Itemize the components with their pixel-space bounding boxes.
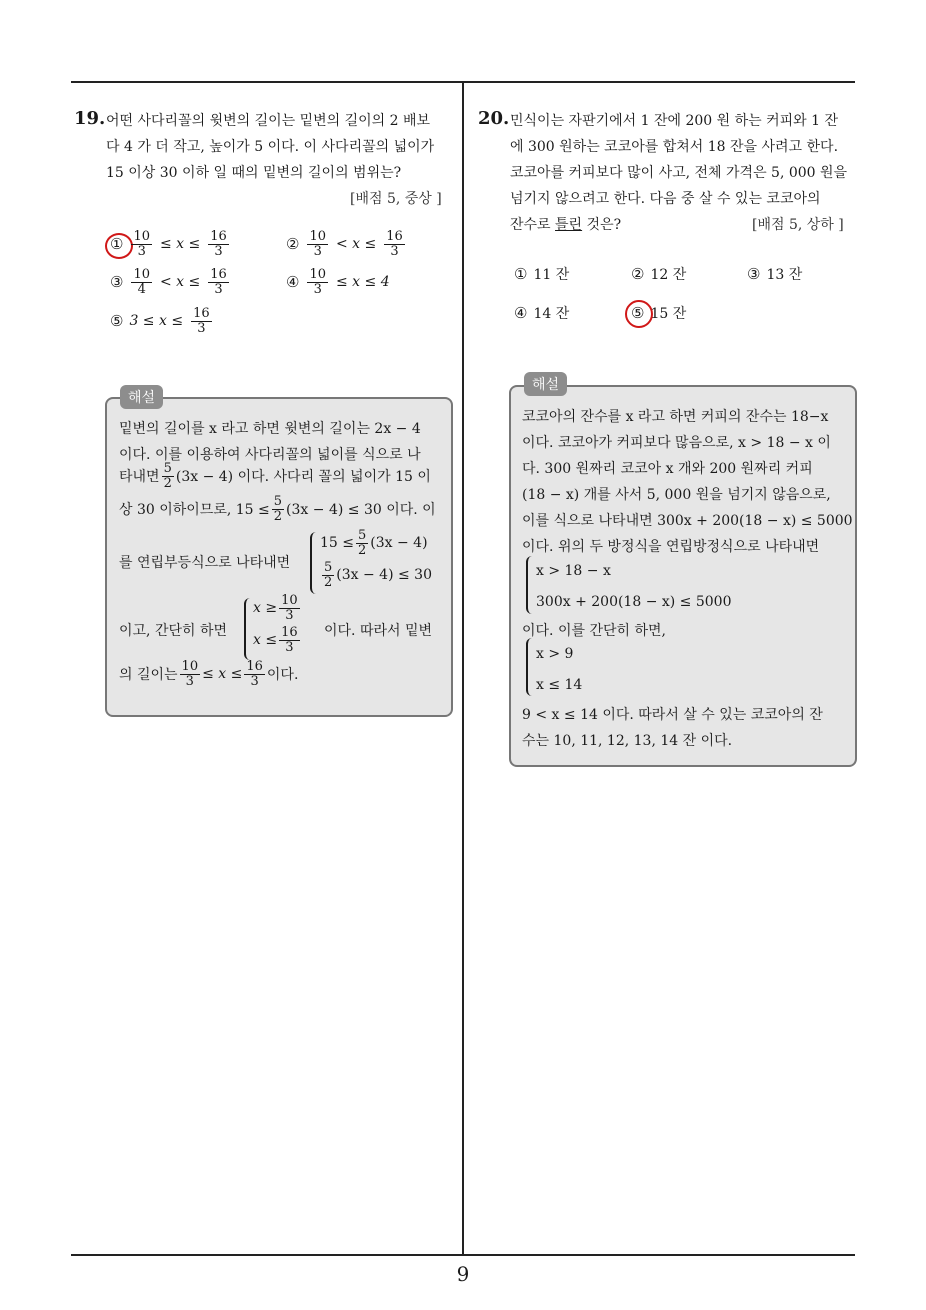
choice-number: ③ (747, 265, 761, 283)
question-20-number: 20. (478, 108, 510, 129)
solution-line: 이다. 이를 이용하여 사다리꼴의 넓이를 식으로 나 (119, 447, 421, 463)
system-brace (526, 638, 534, 696)
q19-choice-3[interactable] (110, 268, 231, 296)
choice-math: < x ≤ (336, 236, 377, 253)
choice-number: ② (286, 235, 300, 254)
q19-choice-1[interactable] (110, 230, 231, 258)
page-number: 9 (456, 1262, 470, 1286)
question-19-text-line: 다 4 가 더 작고, 높이가 5 이다. 이 사다리꼴의 넓이가 (106, 139, 435, 155)
system-row: $\frac{5}{2}$ (3x − 4) ≤ 30 (324, 560, 432, 590)
solution-line: (18 − x) 개를 사서 5, 000 원을 넘기지 않음으로, (522, 487, 831, 503)
choice-text: 12 잔 (650, 267, 687, 283)
choice-math: ≤ x ≤ 4 (336, 274, 390, 291)
choice-number: ④ (286, 273, 300, 292)
solution-line: 다. 300 원짜리 코코아 x 개와 200 원짜리 커피 (522, 461, 813, 477)
solution-line: 코코아의 잔수를 x 라고 하면 커피의 잔수는 18−x (522, 409, 829, 425)
q20-choice-5[interactable] (631, 303, 686, 323)
q19-choice-5[interactable] (110, 307, 214, 335)
choice-math: < x ≤ (160, 274, 201, 291)
system-row: 15 ≤ $\frac{5}{2}$ (3x − 4) (320, 528, 428, 558)
system-row: x ≤ 14 (536, 677, 583, 693)
q19-choice-2[interactable] (286, 230, 407, 258)
q20-choice-2[interactable] (631, 264, 686, 284)
fraction: $\frac{16}{3}$ (386, 229, 403, 259)
solution-line: 를 연립부등식으로 나타내면 (119, 555, 291, 571)
q20-choice-3[interactable] (747, 264, 802, 284)
solution-line: 상 30 이하이므로, 15 ≤ $\frac{5}{2}$ (3x − 4) ≤ 30 이다. 이 (119, 494, 436, 524)
system-brace (310, 532, 318, 594)
choice-text: 15 잔 (650, 306, 687, 322)
system-row: 300x + 200(18 − x) ≤ 5000 (536, 594, 732, 610)
fraction: $\frac{5}{2}$ (273, 494, 283, 524)
fraction: $\frac{5}{2}$ (358, 528, 367, 558)
question-19-number: 19. (74, 108, 106, 129)
fraction: $\frac{10}{3}$ (309, 229, 326, 259)
choice-number: ① (110, 235, 124, 254)
system-row: x ≤ $\frac{16}{3}$ (253, 625, 298, 655)
solution-line: 이를 식으로 나타내면 300x + 200(18 − x) ≤ 5000 (522, 513, 853, 529)
system-row: x ≥ $\frac{10}{3}$ (253, 593, 298, 623)
fraction: $\frac{10}{4}$ (133, 267, 150, 297)
solution-line: 수는 10, 11, 12, 13, 14 잔 이다. (522, 733, 733, 749)
question-20-text-line: 코코아를 커피보다 많이 사고, 전체 가격은 5, 000 원을 (510, 165, 848, 181)
underlined-word: 틀린 (555, 217, 583, 233)
solution-line: 이다. 코코아가 커피보다 많음으로, x > 18 − x 이 (522, 435, 831, 451)
choice-math: 3 ≤ x ≤ (129, 313, 184, 330)
choice-math: ≤ x ≤ (160, 236, 201, 253)
solution-line: 이다. 따라서 밑변 (324, 623, 433, 639)
column-divider (462, 82, 464, 1256)
fraction: $\frac{10}{3}$ (133, 229, 150, 259)
fraction: $\frac{10}{3}$ (181, 659, 199, 689)
choice-number: ③ (110, 273, 124, 292)
solution-line: 의 길이는 $\frac{10}{3}$ ≤ x ≤ $\frac{16}{3}$ 이다. (119, 659, 299, 689)
fraction: $\frac{5}{2}$ (324, 560, 333, 590)
question-19-text-line: 어떤 사다리꼴의 윗변의 길이는 밑변의 길이의 2 배보 (106, 113, 431, 129)
solution-line: 밑변의 길이를 x 라고 하면 윗변의 길이는 2x − 4 (119, 421, 421, 437)
question-19-points: [배점 5, 중상 ] (350, 191, 442, 207)
question-20-text-line: 넘기지 않으려고 한다. 다음 중 살 수 있는 코코아의 (510, 191, 821, 207)
question-20-points: [배점 5, 상하 ] (752, 217, 844, 233)
q20-choice-4[interactable] (514, 303, 569, 323)
fraction: $\frac{16}{3}$ (246, 659, 263, 689)
choice-number: ② (631, 265, 645, 283)
fraction: $\frac{16}{3}$ (210, 267, 227, 297)
fraction: $\frac{16}{3}$ (193, 306, 210, 336)
choice-text: 13 잔 (766, 267, 803, 283)
q20-solution-tag: 해설 (524, 372, 567, 396)
system-row: x > 9 (536, 646, 574, 662)
solution-line: 타내면 $\frac{5}{2}$ (3x − 4) 이다. 사다리 꼴의 넓이가 15 이 (119, 461, 431, 491)
choice-number: ⑤ (110, 312, 124, 331)
q20-choice-1[interactable] (514, 264, 569, 284)
system-row: x > 18 − x (536, 563, 611, 579)
fraction: $\frac{16}{3}$ (210, 229, 227, 259)
choice-text: 11 잔 (533, 267, 570, 283)
solution-line: 이다. 위의 두 방정식을 연립방정식으로 나타내면 (522, 539, 820, 555)
system-brace (244, 598, 252, 660)
question-20-text-line: 잔수로 틀린 것은? (510, 217, 622, 233)
question-20-text-line: 에 300 원하는 코코아를 합쳐서 18 잔을 사려고 한다. (510, 139, 839, 155)
choice-text: 14 잔 (533, 306, 570, 322)
fraction: $\frac{16}{3}$ (281, 625, 298, 655)
choice-number: ④ (514, 304, 528, 322)
choice-number: ⑤ (631, 304, 645, 322)
system-brace (526, 556, 534, 614)
solution-line: 이다. 이를 간단히 하면, (522, 623, 666, 639)
fraction: $\frac{10}{3}$ (309, 267, 326, 297)
question-19-text-line: 15 이상 30 이하 일 때의 밑변의 길이의 범위는? (106, 165, 402, 181)
solution-line: 9 < x ≤ 14 이다. 따라서 살 수 있는 코코아의 잔 (522, 707, 823, 723)
q19-solution-tag: 해설 (120, 385, 163, 409)
bottom-rule (71, 1254, 855, 1256)
question-20-text-line: 민식이는 자판기에서 1 잔에 200 원 하는 커피와 1 잔 (510, 113, 839, 129)
fraction: $\frac{10}{3}$ (281, 593, 298, 623)
choice-number: ① (514, 265, 528, 283)
q19-choice-4[interactable] (286, 268, 390, 296)
solution-line: 이고, 간단히 하면 (119, 623, 228, 639)
fraction: $\frac{5}{2}$ (163, 461, 172, 491)
